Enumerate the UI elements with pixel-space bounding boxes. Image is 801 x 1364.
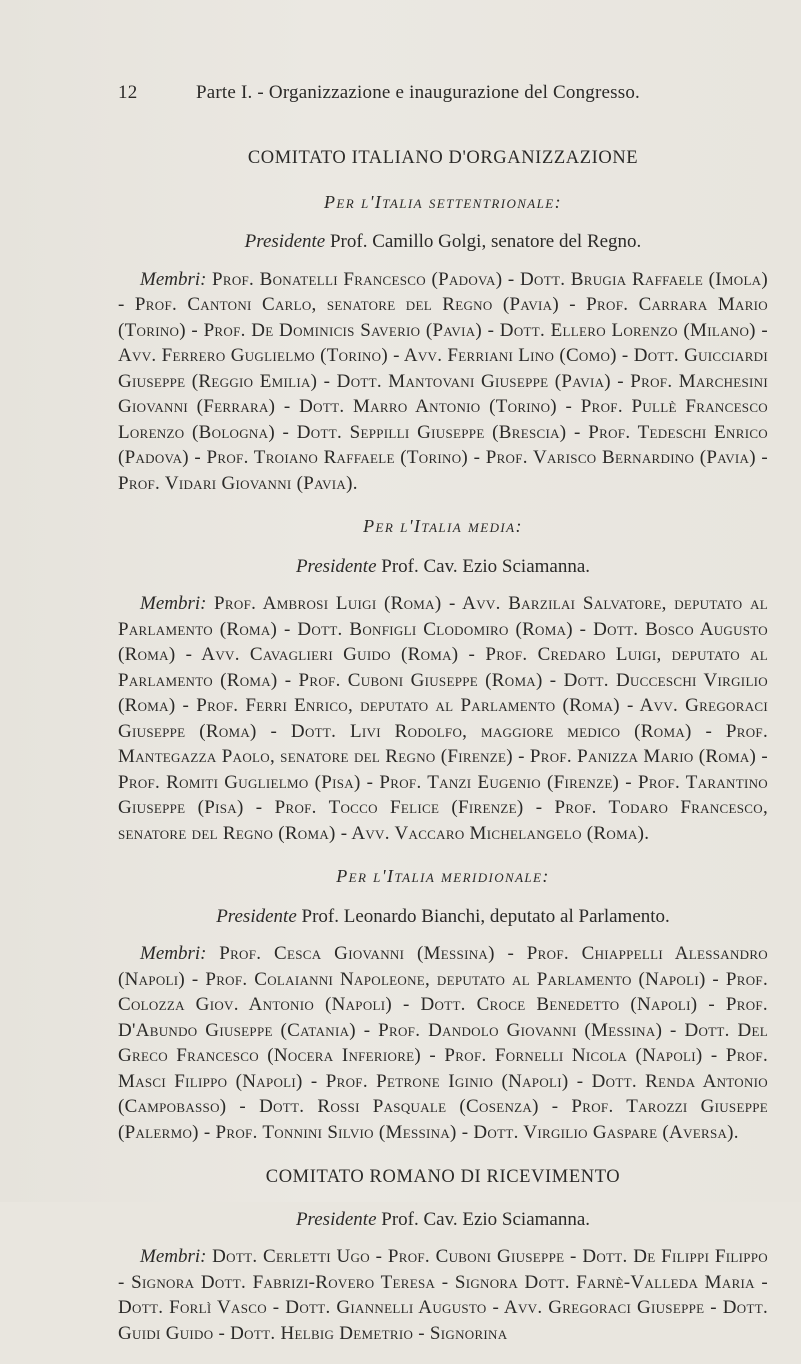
page-number: 12 [118, 82, 138, 103]
president-north [118, 229, 768, 255]
members-rome [118, 1244, 768, 1346]
members-label: Membri: [140, 1246, 207, 1267]
section-heading-central: Per l'Italia media: [363, 516, 523, 536]
president-label: Presidente [216, 905, 297, 927]
rome-committee-title: COMITATO ROMANO DI RICEVIMENTO [265, 1167, 621, 1187]
president-name: Prof. Camillo Golgi, senatore del Regno. [329, 231, 642, 252]
members-south [118, 941, 768, 1145]
running-title: Parte I. - Organizzazione e inaugurazione del Congresso. [196, 82, 640, 103]
president-name: Prof. Leonardo Bianchi, deputato al Parlamento. [301, 905, 670, 927]
president-name: Prof. Cav. Ezio Sciamanna. [381, 555, 591, 577]
members-list: Prof. Cesca Giovanni (Messina) - Prof. Chiappelli Alessandro (Napoli) - Prof. Colaianni Napoleone, deputato al Parlamento (Napoli) - Prof. Colozza Giov. Antonio (Napoli) - Dott. Croce Benedetto (Napoli) - Prof. D'Abundo Giuseppe (Catania) - Prof. Dandolo Giovanni (Messina) - Dott. Del Greco Francesco (Nocera Inferiore) - Prof. Fornelli Nicola (Napoli) - Prof. Masci Filippo (Napoli) - Prof. Petrone Iginio (Napoli) - Dott. Renda Antonio (Campobasso) - Dott. Rossi Pasquale (Cosenza) - Prof. Tarozzi Giuseppe (Palermo) - Prof. Tonnini Silvio (Messina) - Dott. Virgilio Gaspare (Aversa). [118, 943, 768, 1143]
page-body [118, 146, 768, 1364]
members-central [118, 591, 768, 846]
president-name: Prof. Cav. Ezio Sciamanna. [381, 1208, 591, 1230]
president-label: Presidente [295, 1208, 377, 1230]
president-central [118, 554, 768, 580]
members-list: Dott. Cerletti Ugo - Prof. Cuboni Giuseppe - Dott. De Filippi Filippo - Signora Dott. Fabrizi-Rovero Teresa - Signora Dott. Farnè-Valleda Maria - Dott. Forlì Vasco - Dott. Giannelli Augusto - Avv. Gregoraci Giuseppe - Dott. Guidi Guido - Dott. Helbig Demetrio - Signorina [118, 1246, 768, 1344]
president-label: Presidente [295, 555, 377, 577]
members-north [118, 267, 768, 497]
president-south [118, 904, 768, 930]
members-list: Prof. Ambrosi Luigi (Roma) - Avv. Barzilai Salvatore, deputato al Parlamento (Roma) - Dott. Bonfigli Clodomiro (Roma) - Dott. Bosco Augusto (Roma) - Avv. Cavaglieri Guido (Roma) - Prof. Credaro Luigi, deputato al Parlamento (Roma) - Prof. Cuboni Giuseppe (Roma) - Dott. Ducceschi Virgilio (Roma) - Prof. Ferri Enrico, deputato al Parlamento (Roma) - Avv. Gregoraci Giuseppe (Roma) - Dott. Livi Rodolfo, maggiore medico (Roma) - Prof. Mantegazza Paolo, senatore del Regno (Firenze) - Prof. Panizza Mario (Roma) - Prof. Romiti Guglielmo (Pisa) - Prof. Tanzi Eugenio (Firenze) - Prof. Tarantino Giuseppe (Pisa) - Prof. Tocco Felice (Firenze) - Prof. Todaro Francesco, senatore del Regno (Roma) - Avv. Vaccaro Michelangelo (Roma). [118, 593, 768, 844]
section-heading-north: Per l'Italia settentrionale: [323, 191, 563, 212]
members-label: Membri: [140, 943, 207, 964]
committee-title: COMITATO ITALIANO D'ORGANIZZAZIONE [247, 148, 639, 168]
members-list: Prof. Bonatelli Francesco (Padova) - Dott. Brugia Raffaele (Imola) - Prof. Cantoni Carlo, senatore del Regno (Pavia) - Prof. Carrara Mario (Torino) - Prof. De Dominicis Saverio (Pavia) - Dott. Ellero Lorenzo (Milano) - Avv. Ferrero Guglielmo (Torino) - Avv. Ferriani Lino (Como) - Dott. Guicciardi Giuseppe (Reggio Emilia) - Dott. Mantovani Giuseppe (Pavia) - Prof. Marchesini Giovanni (Ferrara) - Dott. Marro Antonio (Torino) - Prof. Pullè Francesco Lorenzo (Bologna) - Dott. Seppilli Giuseppe (Brescia) - Prof. Tedeschi Enrico (Padova) - Prof. Troiano Raffaele (Torino) - Prof. Varisco Bernardino (Pavia) - Prof. Vidari Giovanni (Pavia). [118, 268, 768, 494]
members-label: Membri: [140, 593, 207, 614]
president-label: Presidente [244, 231, 326, 252]
president-rome [118, 1207, 768, 1233]
section-heading-south: Per l'Italia meridionale: [336, 866, 550, 886]
members-label: Membri: [140, 268, 207, 290]
